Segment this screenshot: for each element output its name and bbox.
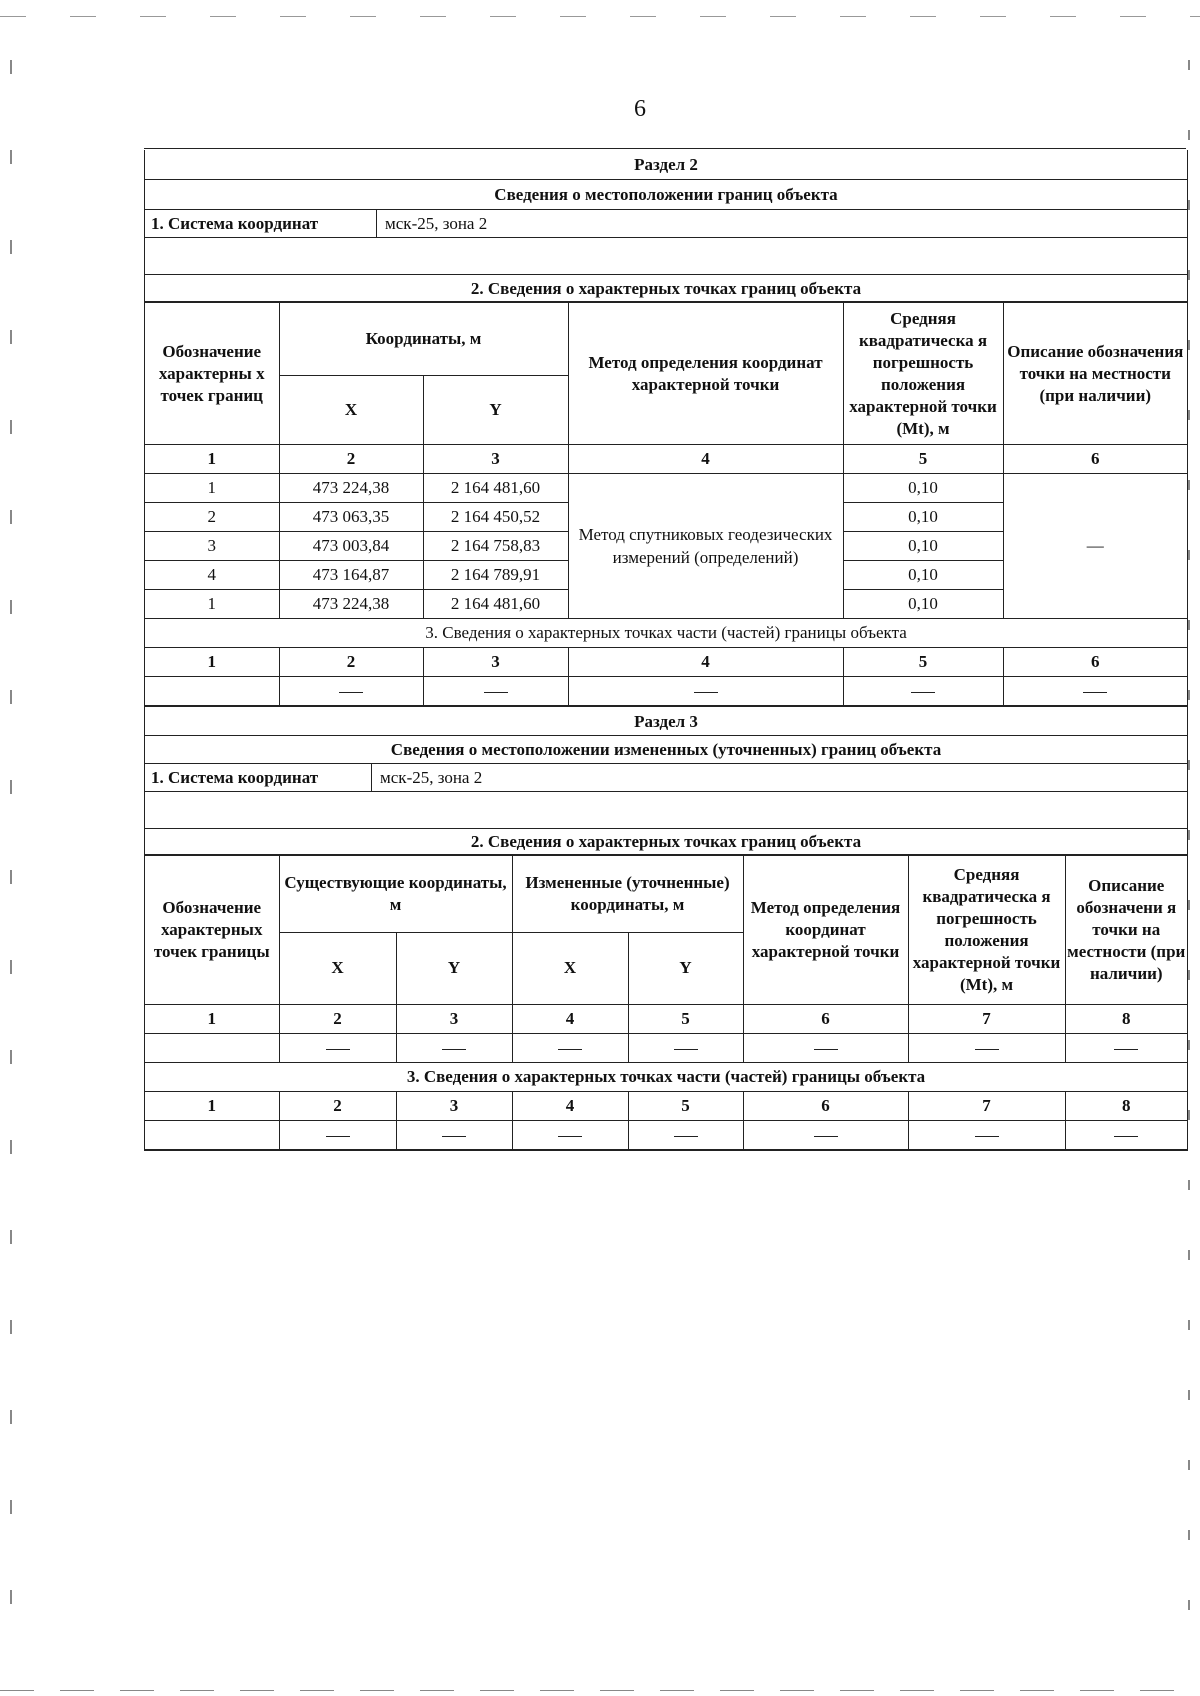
empty-cell <box>568 677 843 706</box>
empty-cell <box>279 677 423 706</box>
header-designation: Обозначение характерны х точек границ <box>145 303 279 445</box>
column-number: 4 <box>568 445 843 474</box>
error-value: 0,10 <box>843 503 1003 532</box>
empty-cell <box>279 1034 396 1063</box>
column-number: 2 <box>279 445 423 474</box>
page-number: 6 <box>634 96 646 122</box>
empty-cell <box>423 677 568 706</box>
column-number: 4 <box>512 1092 628 1121</box>
column-number: 8 <box>1065 1092 1187 1121</box>
column-number: 8 <box>1065 1005 1187 1034</box>
dash-mark <box>911 692 935 693</box>
header-changed-coordinates: Измененные (уточненные) координаты, м <box>512 856 743 933</box>
column-number: 3 <box>396 1005 512 1034</box>
error-value: 0,10 <box>843 590 1003 619</box>
empty-cell <box>908 1121 1065 1150</box>
empty-row <box>145 1121 1187 1150</box>
empty-cell <box>145 677 279 706</box>
column-number: 5 <box>628 1092 743 1121</box>
coord-y: 2 164 789,91 <box>423 561 568 590</box>
dash-mark <box>442 1049 466 1050</box>
header-method: Метод определения координат характерной точки <box>568 303 843 445</box>
column-number: 1 <box>145 1005 279 1034</box>
empty-cell <box>628 1121 743 1150</box>
empty-cell <box>1065 1034 1187 1063</box>
coord-x: 473 063,35 <box>279 503 423 532</box>
dash-mark <box>339 692 363 693</box>
section2-coord-system <box>145 210 1187 238</box>
header-error: Средняя квадратическа я погрешность положения характерной точки (Mt), м <box>843 303 1003 445</box>
coord-x: 473 003,84 <box>279 532 423 561</box>
empty-cell <box>279 1121 396 1150</box>
point-id: 2 <box>145 503 279 532</box>
section2-parts-title: 3. Сведения о характерных точках части (частей) границы объекта <box>145 619 1187 648</box>
section2-points-title: 2. Сведения о характерных точках границ объекта <box>145 275 1187 302</box>
empty-cell <box>743 1121 908 1150</box>
header-y: Y <box>396 932 512 1004</box>
column-number: 7 <box>908 1092 1065 1121</box>
section2-subtitle: Сведения о местоположении границ объекта <box>145 180 1187 210</box>
header-existing-coordinates: Существующие координаты, м <box>279 856 512 933</box>
dash-mark <box>326 1049 350 1050</box>
point-id: 4 <box>145 561 279 590</box>
column-number: 6 <box>743 1092 908 1121</box>
section2-points-table <box>145 302 1187 706</box>
dash-mark <box>1114 1136 1138 1137</box>
header-y: Y <box>628 932 743 1004</box>
dash-mark <box>975 1049 999 1050</box>
dash-mark <box>674 1136 698 1137</box>
dash-mark <box>326 1136 350 1137</box>
coord-system-label: 1. Система координат <box>145 210 377 237</box>
column-number: 4 <box>568 648 843 677</box>
empty-row <box>145 1034 1187 1063</box>
column-number: 6 <box>1003 445 1187 474</box>
error-value: 0,10 <box>843 561 1003 590</box>
dash-mark <box>1083 692 1107 693</box>
coord-y: 2 164 450,52 <box>423 503 568 532</box>
dash-mark <box>694 692 718 693</box>
dash-mark <box>814 1136 838 1137</box>
empty-cell <box>1065 1121 1187 1150</box>
empty-cell <box>145 1034 279 1063</box>
point-id: 3 <box>145 532 279 561</box>
table-row <box>145 474 1187 503</box>
section2-title: Раздел 2 <box>145 150 1187 180</box>
coord-y: 2 164 758,83 <box>423 532 568 561</box>
coord-system-label: 1. Система координат <box>145 764 372 791</box>
header-x: X <box>512 932 628 1004</box>
sheet-top-border <box>144 148 1186 149</box>
empty-cell <box>743 1034 908 1063</box>
dash-mark <box>674 1049 698 1050</box>
column-number: 5 <box>843 648 1003 677</box>
blank-row <box>145 792 1187 829</box>
column-number: 2 <box>279 1092 396 1121</box>
header-description: Описание обозначения точки на местности (при наличии) <box>1003 303 1187 445</box>
column-number: 1 <box>145 445 279 474</box>
section3-coord-system <box>145 764 1187 792</box>
empty-cell <box>145 1121 279 1150</box>
scan-edge-top <box>0 16 1200 17</box>
scan-margin-right <box>1188 60 1190 1660</box>
dash-mark <box>1114 1049 1138 1050</box>
coord-x: 473 224,38 <box>279 474 423 503</box>
section3-points-table <box>145 855 1187 1150</box>
column-number: 4 <box>512 1005 628 1034</box>
empty-cell <box>1003 677 1187 706</box>
coord-x: 473 224,38 <box>279 590 423 619</box>
document-sheet <box>144 150 1188 1151</box>
blank-row <box>145 238 1187 275</box>
scan-margin-left <box>10 60 12 1660</box>
empty-row <box>145 677 1187 706</box>
method-value: Метод спутниковых геодезических измерений (определений) <box>568 474 843 619</box>
empty-cell <box>396 1121 512 1150</box>
header-x: X <box>279 376 423 445</box>
point-id: 1 <box>145 474 279 503</box>
column-number: 2 <box>279 648 423 677</box>
section3-parts-title: 3. Сведения о характерных точках части (частей) границы объекта <box>145 1063 1187 1092</box>
column-number: 2 <box>279 1005 396 1034</box>
empty-cell <box>908 1034 1065 1063</box>
dash-mark <box>484 692 508 693</box>
header-coordinates: Координаты, м <box>279 303 568 376</box>
column-number: 5 <box>843 445 1003 474</box>
column-number: 7 <box>908 1005 1065 1034</box>
scan-edge-bottom <box>0 1690 1200 1691</box>
header-designation: Обозначение характерных точек границы <box>145 856 279 1005</box>
dash-mark <box>975 1136 999 1137</box>
column-number: 1 <box>145 1092 279 1121</box>
empty-cell <box>396 1034 512 1063</box>
column-number: 1 <box>145 648 279 677</box>
header-description: Описание обозначени я точки на местности (при наличии) <box>1065 856 1187 1005</box>
column-number: 6 <box>743 1005 908 1034</box>
header-error: Средняя квадратическа я погрешность положения характерной точки (Mt), м <box>908 856 1065 1005</box>
error-value: 0,10 <box>843 532 1003 561</box>
empty-cell <box>512 1034 628 1063</box>
coord-y: 2 164 481,60 <box>423 590 568 619</box>
column-number: 3 <box>423 445 568 474</box>
column-number: 3 <box>423 648 568 677</box>
column-number: 3 <box>396 1092 512 1121</box>
dash-mark <box>558 1136 582 1137</box>
section3-points-title: 2. Сведения о характерных точках границ объекта <box>145 829 1187 855</box>
coord-system-value: мск-25, зона 2 <box>385 214 488 233</box>
coord-y: 2 164 481,60 <box>423 474 568 503</box>
empty-cell <box>628 1034 743 1063</box>
header-x: X <box>279 932 396 1004</box>
column-number: 5 <box>628 1005 743 1034</box>
header-y: Y <box>423 376 568 445</box>
coord-system-value: мск-25, зона 2 <box>380 768 483 787</box>
coord-x: 473 164,87 <box>279 561 423 590</box>
section3-title: Раздел 3 <box>145 706 1187 736</box>
description-value: — <box>1003 474 1187 619</box>
column-number: 6 <box>1003 648 1187 677</box>
point-id: 1 <box>145 590 279 619</box>
section3-subtitle: Сведения о местоположении измененных (уточненных) границ объекта <box>145 736 1187 764</box>
empty-cell <box>843 677 1003 706</box>
dash-mark <box>558 1049 582 1050</box>
header-method: Метод определения координат характерной точки <box>743 856 908 1005</box>
dash-mark <box>814 1049 838 1050</box>
empty-cell <box>512 1121 628 1150</box>
dash-mark <box>442 1136 466 1137</box>
error-value: 0,10 <box>843 474 1003 503</box>
